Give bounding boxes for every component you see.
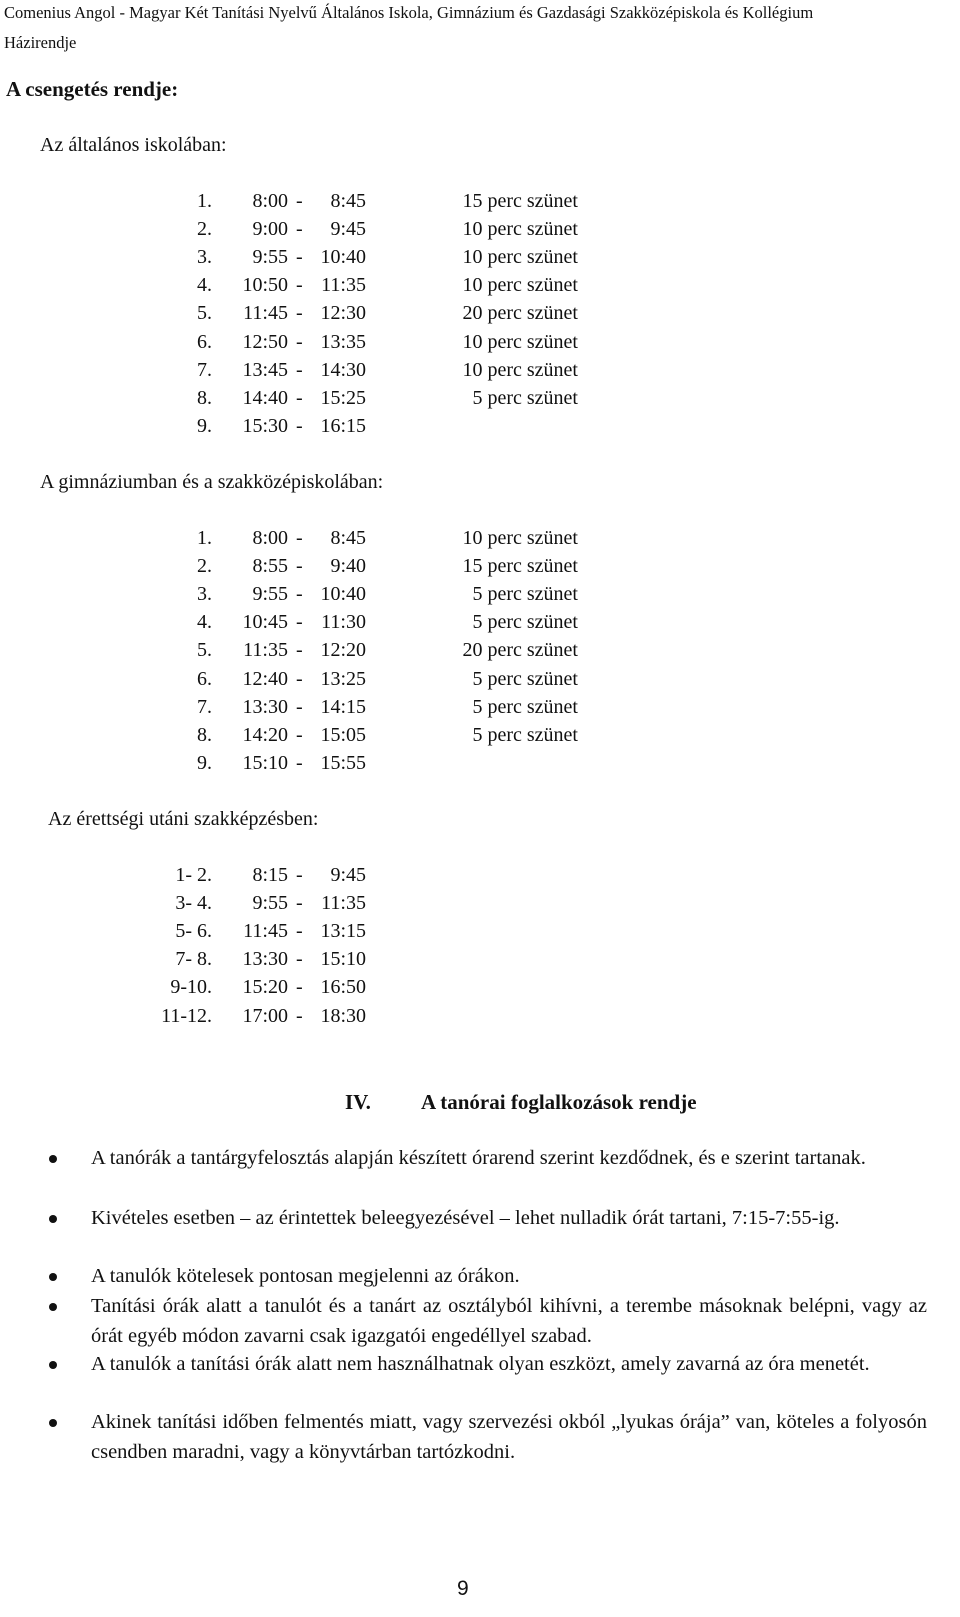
time-separator: -	[296, 527, 303, 549]
lesson-start-time: 12:40	[242, 667, 288, 690]
time-separator: -	[296, 583, 303, 606]
lesson-number: 3.	[197, 246, 212, 269]
lesson-end-time: 15:10	[320, 948, 366, 971]
lesson-end-time: 11:35	[321, 274, 366, 297]
rule-item: A tanulók a tanítási órák alatt nem használhatnak olyan eszközt, amely zavarná az óra menetét.	[91, 1353, 870, 1375]
time-separator: -	[296, 723, 303, 746]
break-duration: 20 perc szünet	[462, 639, 578, 662]
lesson-number: 4.	[197, 274, 212, 297]
lesson-end-time: 15:25	[320, 386, 366, 409]
schedule-row	[0, 329, 960, 355]
lesson-start-time: 15:30	[242, 414, 288, 437]
schedule-row	[0, 272, 960, 298]
schedule-row	[0, 609, 960, 635]
lesson-start-time: 8:00	[252, 527, 288, 549]
elementary-schedule-title: Az általános iskolában:	[40, 134, 227, 156]
lesson-number: 8.	[197, 723, 212, 746]
lesson-start-time: 10:50	[242, 274, 288, 297]
lesson-end-time: 10:40	[320, 583, 366, 606]
lesson-start-time: 14:20	[242, 723, 288, 746]
lesson-number: 9.	[197, 751, 212, 774]
lesson-number: 9.	[197, 414, 212, 437]
time-separator: -	[296, 302, 303, 325]
lesson-number: 9-10.	[170, 976, 212, 999]
schedule-row	[0, 637, 960, 663]
lesson-number: 5- 6.	[175, 920, 212, 943]
time-separator: -	[296, 414, 303, 437]
time-separator: -	[296, 555, 303, 578]
lesson-start-time: 8:15	[252, 864, 288, 886]
lesson-start-time: 8:00	[252, 190, 288, 212]
bullet-dot	[49, 1303, 57, 1311]
section-title: A tanórai foglalkozások rendje	[421, 1090, 697, 1114]
time-separator: -	[296, 892, 303, 915]
lesson-end-time: 13:35	[320, 330, 366, 353]
page-number: 9	[457, 1577, 469, 1600]
lesson-number: 1.	[197, 527, 212, 549]
lesson-start-time: 13:30	[242, 948, 288, 971]
lesson-end-time: 11:35	[321, 892, 366, 915]
lesson-end-time: 14:30	[320, 358, 366, 381]
secondary-schedule-title: A gimnáziumban és a szakközépiskolában:	[40, 471, 384, 493]
lesson-number: 4.	[197, 611, 212, 634]
time-separator: -	[296, 274, 303, 297]
lesson-start-time: 13:45	[242, 358, 288, 381]
lesson-number: 2.	[197, 555, 212, 578]
time-separator: -	[296, 864, 303, 886]
schedule-row	[0, 862, 960, 888]
schedule-row	[0, 244, 960, 270]
schedule-row	[0, 694, 960, 720]
lesson-end-time: 12:20	[320, 639, 366, 662]
schedule-row	[0, 553, 960, 579]
lesson-start-time: 11:45	[243, 920, 288, 943]
break-duration: 10 perc szünet	[462, 246, 578, 269]
lesson-end-time: 15:55	[320, 751, 366, 774]
bullet-dot	[49, 1215, 57, 1223]
lesson-end-time: 8:45	[330, 527, 366, 549]
schedule-row	[0, 890, 960, 916]
bullet-dot	[49, 1361, 57, 1369]
lesson-number: 2.	[197, 218, 212, 241]
lesson-end-time: 14:15	[320, 695, 366, 718]
rule-item: Tanítási órák alatt a tanulót és a tanárt az osztályból kihívni, a terembe másoknak belépni, vagy az órát egyéb módon zavarni csak igazgatói engedéllyel szabad.	[91, 1295, 927, 1347]
lesson-end-time: 16:15	[320, 414, 366, 437]
schedule-row	[0, 413, 960, 439]
vocational-schedule-title: Az érettségi utáni szakképzésben:	[48, 808, 319, 830]
time-separator: -	[296, 218, 303, 241]
document-header-school: Comenius Angol - Magyar Két Tanítási Nyelvű Általános Iskola, Gimnázium és Gazdasági Szakközépiskola és Kollégium	[4, 3, 814, 22]
lesson-end-time: 15:05	[320, 723, 366, 746]
break-duration: 10 perc szünet	[462, 218, 578, 241]
time-separator: -	[296, 386, 303, 409]
lesson-end-time: 9:40	[330, 555, 366, 578]
lesson-start-time: 9:55	[252, 892, 288, 915]
schedule-row	[0, 946, 960, 972]
bullet-dot	[49, 1155, 57, 1163]
document-header-title: Házirendje	[4, 33, 77, 52]
schedule-row	[0, 300, 960, 326]
break-duration: 10 perc szünet	[462, 274, 578, 297]
bullet-dot	[49, 1419, 57, 1427]
lesson-number: 11-12.	[161, 1004, 212, 1027]
lesson-start-time: 9:00	[252, 218, 288, 241]
time-separator: -	[296, 751, 303, 774]
break-duration: 15 perc szünet	[462, 190, 578, 212]
lesson-number: 7- 8.	[175, 948, 212, 971]
schedule-row	[0, 525, 960, 551]
rule-item: A tanórák a tantárgyfelosztás alapján készített órarend szerint kezdődnek, és e szerint tartanak.	[91, 1147, 866, 1169]
lesson-end-time: 9:45	[330, 864, 366, 886]
time-separator: -	[296, 330, 303, 353]
time-separator: -	[296, 358, 303, 381]
break-duration: 5 perc szünet	[472, 667, 578, 690]
time-separator: -	[296, 920, 303, 943]
lesson-start-time: 13:30	[242, 695, 288, 718]
break-duration: 20 perc szünet	[462, 302, 578, 325]
lesson-number: 6.	[197, 330, 212, 353]
lesson-end-time: 8:45	[330, 190, 366, 212]
time-separator: -	[296, 611, 303, 634]
break-duration: 15 perc szünet	[462, 555, 578, 578]
lesson-start-time: 14:40	[242, 386, 288, 409]
lesson-start-time: 11:45	[243, 302, 288, 325]
schedule-row	[0, 918, 960, 944]
break-duration: 10 perc szünet	[462, 358, 578, 381]
bullet-dot	[49, 1273, 57, 1281]
schedule-row	[0, 357, 960, 383]
lesson-start-time: 11:35	[243, 639, 288, 662]
lesson-start-time: 8:55	[252, 555, 288, 578]
lesson-number: 6.	[197, 667, 212, 690]
rule-item: Akinek tanítási időben felmentés miatt, vagy szervezési okból „lyukas órája” van, köteles a folyosón csendben maradni, vagy a könyvtárban tartózkodni.	[91, 1411, 927, 1463]
time-separator: -	[296, 976, 303, 999]
lesson-number: 8.	[197, 386, 212, 409]
time-separator: -	[296, 1004, 303, 1027]
schedule-row	[0, 581, 960, 607]
time-separator: -	[296, 667, 303, 690]
lesson-number: 5.	[197, 639, 212, 662]
lesson-end-time: 13:15	[320, 920, 366, 943]
schedule-row	[0, 216, 960, 242]
schedule-row	[0, 750, 960, 776]
time-separator: -	[296, 190, 303, 212]
section-number: IV.	[345, 1090, 371, 1114]
schedule-row	[0, 188, 960, 214]
schedule-row	[0, 974, 960, 1000]
time-separator: -	[296, 695, 303, 718]
time-separator: -	[296, 639, 303, 662]
lesson-number: 1- 2.	[175, 864, 212, 886]
time-separator: -	[296, 948, 303, 971]
break-duration: 10 perc szünet	[462, 527, 578, 549]
break-duration: 5 perc szünet	[472, 611, 578, 634]
bell-schedule-title: A csengetés rendje:	[6, 77, 179, 101]
lesson-start-time: 9:55	[252, 583, 288, 606]
schedule-row	[0, 722, 960, 748]
break-duration: 5 perc szünet	[472, 723, 578, 746]
lesson-end-time: 18:30	[320, 1004, 366, 1027]
lesson-number: 5.	[197, 302, 212, 325]
lesson-end-time: 12:30	[320, 302, 366, 325]
lesson-start-time: 12:50	[242, 330, 288, 353]
lesson-number: 7.	[197, 358, 212, 381]
schedule-row	[0, 666, 960, 692]
lesson-end-time: 13:25	[320, 667, 366, 690]
rule-item: A tanulók kötelesek pontosan megjelenni az órákon.	[91, 1265, 520, 1287]
break-duration: 5 perc szünet	[472, 386, 578, 409]
lesson-end-time: 9:45	[330, 218, 366, 241]
lesson-start-time: 15:20	[242, 976, 288, 999]
lesson-start-time: 15:10	[242, 751, 288, 774]
schedule-row	[0, 1003, 960, 1029]
rule-item: Kivételes esetben – az érintettek beleegyezésével – lehet nulladik órát tartani, 7:15-7:55-ig.	[91, 1207, 840, 1229]
lesson-number: 3- 4.	[175, 892, 212, 915]
lesson-number: 7.	[197, 695, 212, 718]
break-duration: 5 perc szünet	[472, 695, 578, 718]
lesson-start-time: 9:55	[252, 246, 288, 269]
lesson-start-time: 17:00	[242, 1004, 288, 1027]
lesson-number: 1.	[197, 190, 212, 212]
lesson-start-time: 10:45	[242, 611, 288, 634]
break-duration: 5 perc szünet	[472, 583, 578, 606]
lesson-end-time: 16:50	[320, 976, 366, 999]
lesson-end-time: 10:40	[320, 246, 366, 269]
time-separator: -	[296, 246, 303, 269]
lesson-end-time: 11:30	[321, 611, 366, 634]
break-duration: 10 perc szünet	[462, 330, 578, 353]
lesson-number: 3.	[197, 583, 212, 606]
schedule-row	[0, 385, 960, 411]
